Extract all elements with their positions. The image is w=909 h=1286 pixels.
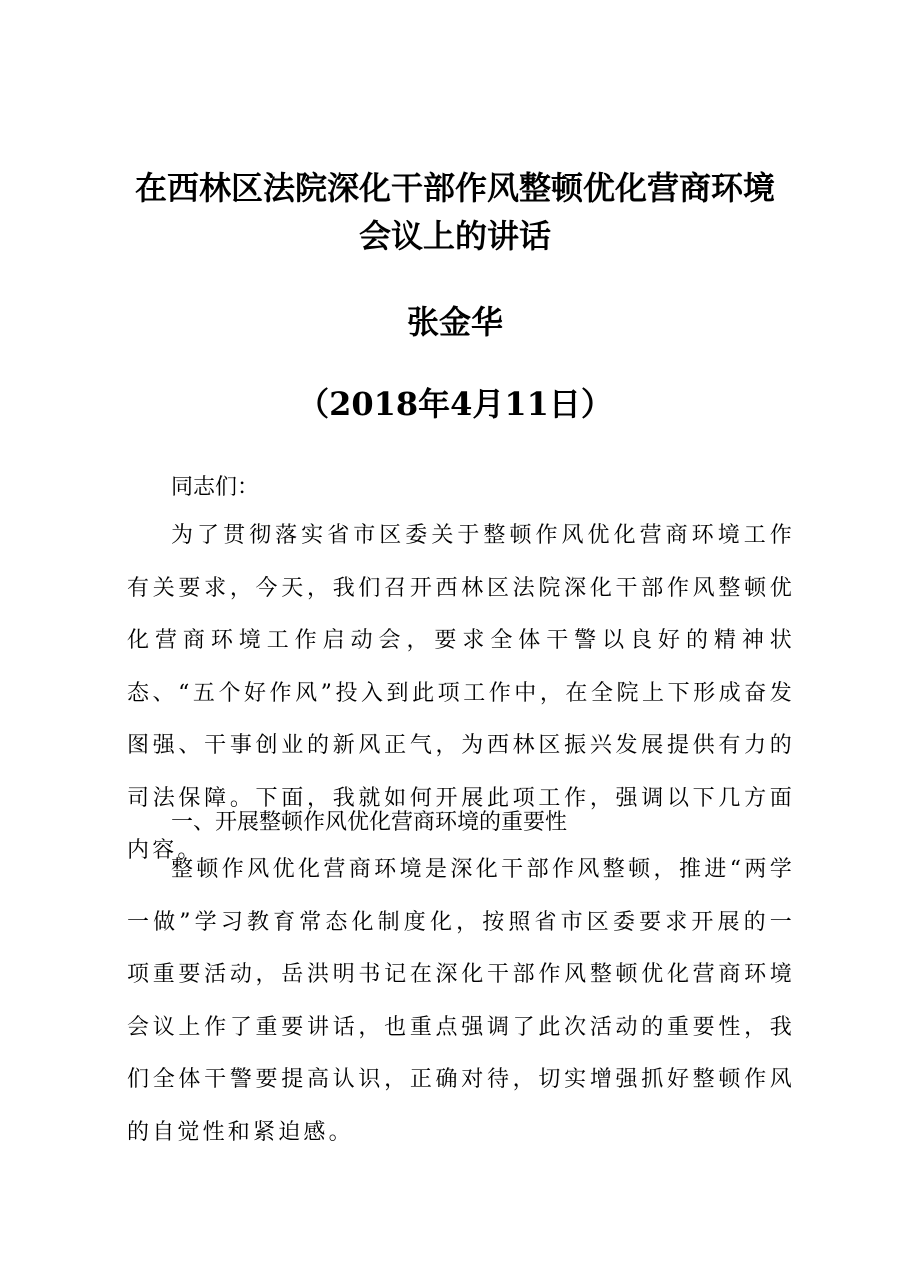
author-name: 张金华 [406, 303, 503, 341]
document-title-line-2: 会议上的讲话 [358, 217, 551, 255]
salutation: 同志们： [171, 475, 260, 500]
section-heading-1: 一、开展整顿作风优化营商环境的重要性 [171, 810, 568, 835]
body-paragraph-1: 为了贯彻落实省市区委关于整顿作风优化营商环境工作有关要求，今天，我们召开西林区法院深化干部作风整顿优化营商环境工作启动会，要求全体干警以良好的精神状态、“五个好作风”投入到此项工作中，在全院上下形成奋发图强、干事创业的新风正气，为西林区振兴发展提供有力的司法保障。下面，我就如何开展此项工作，强调以下几方面内容。 [127, 523, 795, 863]
body-paragraph-2: 整顿作风优化营商环境是深化干部作风整顿，推进“两学一做”学习教育常态化制度化，按照省市区委要求开展的一项重要活动，岳洪明书记在深化干部作风整顿优化营商环境会议上作了重要讲话，也重点强调了此次活动的重要性，我们全体干警要提高认识，正确对待，切实增强抓好整顿作风的自觉性和紧迫感。 [127, 857, 795, 1145]
speech-date: （2018年4月11日） [297, 385, 613, 423]
document-title-line-1: 在西林区法院深化干部作风整顿优化营商环境 [134, 169, 775, 207]
